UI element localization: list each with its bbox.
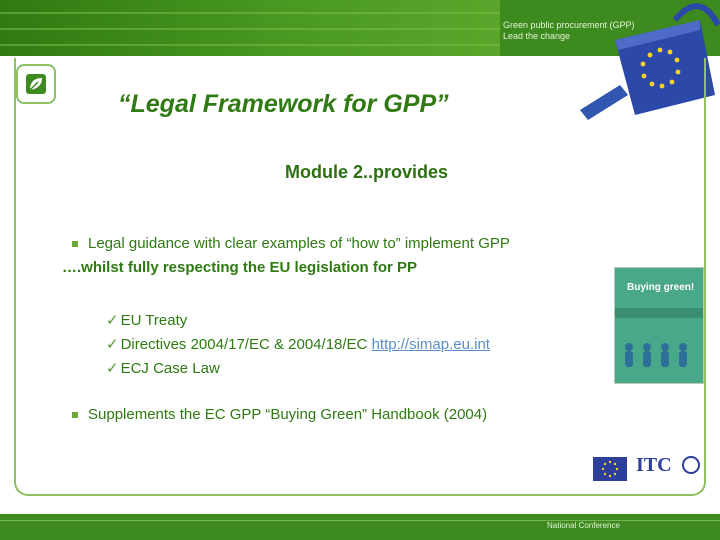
simap-link[interactable]: http://simap.eu.int — [371, 336, 490, 353]
cover-band — [615, 308, 703, 318]
eu-legislation-line: ….whilst fully respecting the EU legislation for PP — [62, 259, 418, 276]
footer-text: National Conference — [547, 521, 620, 530]
gpp-tagline-line2: Lead the change — [503, 31, 571, 41]
bullet-square-icon — [72, 412, 78, 418]
ilo-emblem-icon — [682, 456, 700, 474]
header-stripe — [0, 44, 500, 46]
check-item-text: Directives 2004/17/EC & 2004/18/EC — [120, 336, 372, 353]
check-icon: ✓ — [106, 336, 119, 353]
check-icon: ✓ — [106, 312, 119, 329]
gpp-tagline-line1: Green public procurement (GPP) — [503, 20, 635, 30]
bullet-supplements — [72, 406, 487, 423]
slide-title: “Legal Framework for GPP” — [118, 90, 449, 118]
itc-logo-icon — [636, 454, 706, 484]
eu-flag-icon — [593, 457, 627, 481]
check-item — [106, 309, 490, 333]
cover-title: Buying green! — [627, 282, 695, 293]
bullet-supplements-text: Supplements the EC GPP “Buying Green” Handbook (2004) — [88, 406, 488, 423]
check-list — [106, 309, 490, 381]
content-frame — [14, 58, 706, 496]
bullet-square-icon — [72, 241, 78, 247]
check-item — [106, 333, 490, 357]
check-item — [106, 357, 490, 381]
check-item-text: EU Treaty — [120, 312, 188, 329]
cover-people-illustration — [621, 341, 697, 369]
header-stripe — [0, 12, 500, 14]
check-item-text: ECJ Case Law — [120, 360, 220, 377]
check-icon: ✓ — [106, 360, 119, 377]
header-stripe — [0, 28, 500, 30]
itc-logo-text: ITC — [636, 454, 672, 476]
slide-subtitle: Module 2..provides — [285, 162, 449, 182]
bullet-legal-guidance — [72, 235, 510, 252]
bullet-legal-guidance-text: Legal guidance with clear examples of “how to” implement GPP — [88, 235, 510, 252]
buying-green-cover — [614, 267, 704, 384]
